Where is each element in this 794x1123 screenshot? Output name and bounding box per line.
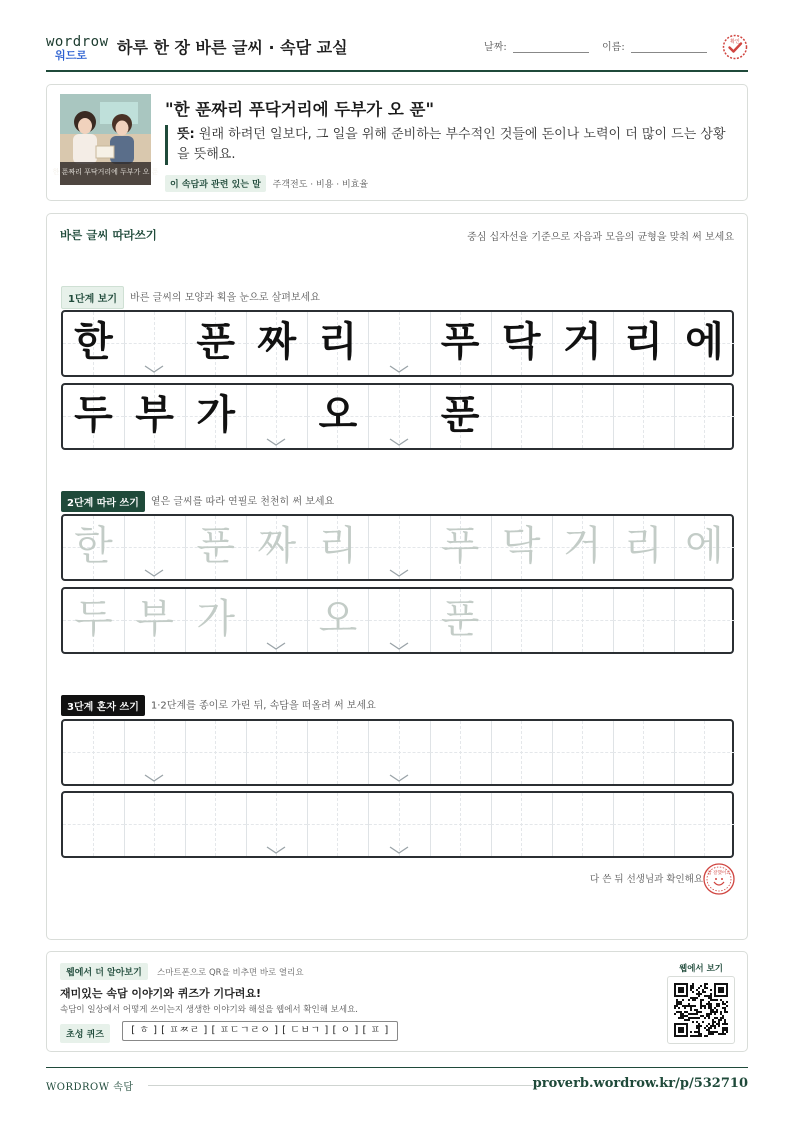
date-label: 날짜:: [484, 42, 507, 53]
writing-cell[interactable]: [674, 516, 735, 579]
writing-cell[interactable]: [613, 516, 674, 579]
space-mark-icon: [265, 636, 287, 646]
writing-cell: [552, 312, 613, 375]
writing-char: 리: [624, 319, 663, 365]
writing-char: 한: [74, 523, 113, 569]
step-1-label: [61, 286, 320, 309]
logo-subtext: 워드로: [55, 49, 87, 62]
chosung-quiz: [ ㅎ ] [ ㅍㅉㄹ ] [ ㅍㄷㄱㄹㅇ ] [ ㄷㅂㄱ ] [ ㅇ ] [ ㅍ ]: [122, 1021, 398, 1041]
meaning-label: 뜻:: [177, 127, 195, 142]
writing-cell[interactable]: [430, 516, 491, 579]
space-mark-icon: [143, 359, 165, 369]
site-title: 하루 한 장 바른 글씨 · 속담 교실: [117, 38, 348, 57]
footer-divider: [148, 1085, 533, 1086]
writing-char: 리: [318, 523, 358, 569]
writing-cell[interactable]: [369, 589, 430, 652]
practice-note: 중심 십자선을 기준으로 자음과 모음의 균형을 맞춰 써 보세요: [467, 232, 734, 243]
practice-row-trace-1[interactable]: [61, 514, 734, 581]
practice-row-trace-2[interactable]: [61, 587, 734, 654]
writing-cell[interactable]: [63, 516, 124, 579]
practice-row-view-2: [61, 383, 734, 450]
step-3-label: [61, 695, 376, 716]
writing-char: 푸: [440, 319, 480, 365]
proverb-card: [46, 84, 748, 201]
web-description: 속담이 일상에서 어떻게 쓰이는지 생생한 이야기와 해설을 웹에서 확인해 보세요.: [60, 1005, 358, 1015]
writing-cell[interactable]: [307, 516, 368, 579]
writing-cell[interactable]: [430, 721, 491, 784]
space-mark-icon: [143, 768, 165, 778]
writing-cell[interactable]: [246, 721, 307, 784]
writing-cell[interactable]: [674, 793, 735, 856]
proverb-title: "한 푼짜리 푸닥거리에 두부가 오 푼": [165, 100, 435, 119]
writing-cell[interactable]: [124, 516, 185, 579]
space-mark-icon: [388, 840, 410, 850]
writing-cell: [552, 385, 613, 448]
web-badge: 웹에서 더 알아보기: [60, 963, 148, 980]
writing-char: 푼: [196, 523, 235, 569]
writing-cell[interactable]: [552, 721, 613, 784]
writing-char: 두: [74, 596, 113, 642]
writing-cell: [491, 312, 552, 375]
writing-char: 리: [624, 523, 663, 569]
practice-row-free-2[interactable]: [61, 791, 734, 858]
related-words: [165, 175, 368, 192]
writing-cell[interactable]: [124, 793, 185, 856]
writing-cell[interactable]: [307, 589, 368, 652]
step-3-badge: 3단계 혼자 쓰기: [61, 695, 145, 716]
writing-cell[interactable]: [613, 589, 674, 652]
writing-char: 오: [318, 596, 358, 642]
step-2-label: [61, 491, 334, 512]
step-1-desc: 바른 글씨의 모양과 획을 눈으로 살펴보세요: [130, 292, 320, 304]
proverb-meaning: [165, 125, 731, 165]
web-info-panel: [46, 951, 748, 1052]
space-mark-icon: [388, 768, 410, 778]
quiz-label: 초성 퀴즈: [60, 1024, 110, 1043]
space-mark-icon: [388, 359, 410, 369]
writing-char: 부: [135, 596, 174, 642]
space-mark-icon: [143, 563, 165, 573]
writing-cell[interactable]: [185, 793, 246, 856]
writing-cell[interactable]: [124, 589, 185, 652]
writing-cell[interactable]: [369, 516, 430, 579]
writing-char: 부: [135, 392, 174, 438]
writing-char: 두: [74, 392, 113, 438]
writing-cell[interactable]: [552, 516, 613, 579]
writing-char: 에: [685, 523, 724, 569]
practice-title: 바른 글씨 따라쓰기: [60, 228, 157, 242]
practice-row-free-1[interactable]: [61, 719, 734, 786]
qr-code-icon: [674, 983, 728, 1037]
related-label: 이 속담과 관련 있는 말: [165, 175, 266, 192]
writing-cell[interactable]: [430, 589, 491, 652]
writing-cell[interactable]: [307, 721, 368, 784]
space-mark-icon: [265, 840, 287, 850]
writing-char: 한: [74, 319, 113, 365]
writing-cell[interactable]: [491, 516, 552, 579]
qr-code[interactable]: [667, 976, 735, 1044]
writing-cell: [430, 385, 491, 448]
writing-cell: [369, 312, 430, 375]
writing-cell[interactable]: [185, 516, 246, 579]
proverb-illustration: [52, 94, 159, 185]
space-mark-icon: [388, 432, 410, 442]
step-3-desc: 1·2단계를 종이로 가린 뒤, 속담을 떠올려 써 보세요: [150, 700, 376, 712]
writing-char: 푼: [440, 392, 480, 438]
writing-char: 거: [562, 523, 602, 569]
writing-cell[interactable]: [369, 793, 430, 856]
name-label: 이름:: [602, 42, 625, 53]
logo-text: wordrow: [46, 34, 109, 50]
writing-cell[interactable]: [63, 793, 124, 856]
writing-cell: [674, 312, 735, 375]
space-mark-icon: [388, 636, 410, 646]
writing-char: 에: [685, 319, 724, 365]
writing-cell: [307, 385, 368, 448]
meaning-text: 원래 하려던 일보다, 그 일을 위해 준비하는 부수적인 것들에 돈이나 노력이 더 많이 드는 상황을 뜻해요.: [177, 127, 726, 162]
name-field[interactable]: [602, 38, 707, 53]
writing-cell[interactable]: [124, 721, 185, 784]
date-field[interactable]: [484, 38, 589, 53]
writing-cell: [124, 312, 185, 375]
writing-char: 푸: [440, 523, 480, 569]
footer-brand: WORDROW 속담: [46, 1082, 134, 1093]
writing-cell: [369, 385, 430, 448]
check-stamp-icon: [722, 34, 748, 60]
writing-cell[interactable]: [674, 589, 735, 652]
writing-cell: [674, 385, 735, 448]
web-headline: 재미있는 속담 이야기와 퀴즈가 기다려요!: [60, 987, 261, 1000]
date-blank[interactable]: [513, 41, 589, 53]
page-header: [46, 28, 748, 72]
practice-panel: [46, 213, 748, 940]
writing-char: 푼: [196, 319, 235, 365]
writing-cell[interactable]: [552, 793, 613, 856]
writing-cell: [246, 312, 307, 375]
writing-cell: [430, 312, 491, 375]
writing-cell[interactable]: [430, 793, 491, 856]
writing-cell[interactable]: [307, 793, 368, 856]
writing-cell[interactable]: [246, 516, 307, 579]
writing-char: 짜: [257, 523, 297, 569]
writing-cell[interactable]: [185, 721, 246, 784]
writing-char: 닥: [501, 319, 541, 365]
writing-cell[interactable]: [246, 793, 307, 856]
writing-cell: [613, 385, 674, 448]
teacher-check-note: 다 쓴 뒤 선생님과 확인해요: [590, 874, 704, 885]
writing-char: 닥: [501, 523, 541, 569]
space-mark-icon: [265, 432, 287, 442]
page-footer: [46, 1067, 748, 1097]
writing-cell: [613, 312, 674, 375]
step-1-badge: 1단계 보기: [61, 286, 124, 309]
step-2-desc: 옅은 글씨를 따라 연필로 천천히 써 보세요: [150, 496, 335, 508]
writing-char: 가: [196, 596, 235, 642]
writing-char: 짜: [257, 319, 297, 365]
teacher-stamp-icon: [702, 862, 736, 896]
practice-row-view-1: [61, 310, 734, 377]
writing-cell[interactable]: [674, 721, 735, 784]
writing-char: 푼: [440, 596, 480, 642]
writing-cell: [307, 312, 368, 375]
writing-cell[interactable]: [185, 589, 246, 652]
writing-cell[interactable]: [63, 589, 124, 652]
writing-cell: [63, 312, 124, 375]
writing-cell[interactable]: [552, 589, 613, 652]
check-stamp-text: 확인: [730, 39, 740, 45]
writing-cell[interactable]: [613, 793, 674, 856]
thumbnail-caption: 한 푼짜리 푸닥거리에 두부가 오 푼: [52, 168, 159, 176]
web-hint: 스마트폰으로 QR을 비추면 바로 열리요: [157, 968, 304, 978]
writing-cell[interactable]: [491, 793, 552, 856]
writing-cell[interactable]: [491, 721, 552, 784]
writing-cell: [185, 312, 246, 375]
writing-cell[interactable]: [613, 721, 674, 784]
writing-char: 리: [318, 319, 358, 365]
writing-char: 오: [318, 392, 358, 438]
writing-cell[interactable]: [63, 721, 124, 784]
writing-char: 가: [196, 392, 235, 438]
writing-cell: [124, 385, 185, 448]
name-blank[interactable]: [631, 41, 707, 53]
wordrow-logo: [46, 34, 108, 64]
writing-char: 거: [562, 319, 602, 365]
space-mark-icon: [388, 563, 410, 573]
related-words-text: 주객전도 · 비용 · 비효율: [272, 180, 369, 190]
writing-cell: [246, 385, 307, 448]
writing-cell[interactable]: [369, 721, 430, 784]
teacher-stamp-text: 참 잘했어요: [707, 871, 731, 876]
footer-url[interactable]: proverb.wordrow.kr/p/532710: [532, 1076, 748, 1091]
writing-cell[interactable]: [491, 589, 552, 652]
writing-cell: [491, 385, 552, 448]
qr-label: 웹에서 보기: [679, 964, 724, 974]
writing-cell: [185, 385, 246, 448]
writing-cell: [63, 385, 124, 448]
step-2-badge: 2단계 따라 쓰기: [61, 491, 145, 512]
writing-cell[interactable]: [246, 589, 307, 652]
